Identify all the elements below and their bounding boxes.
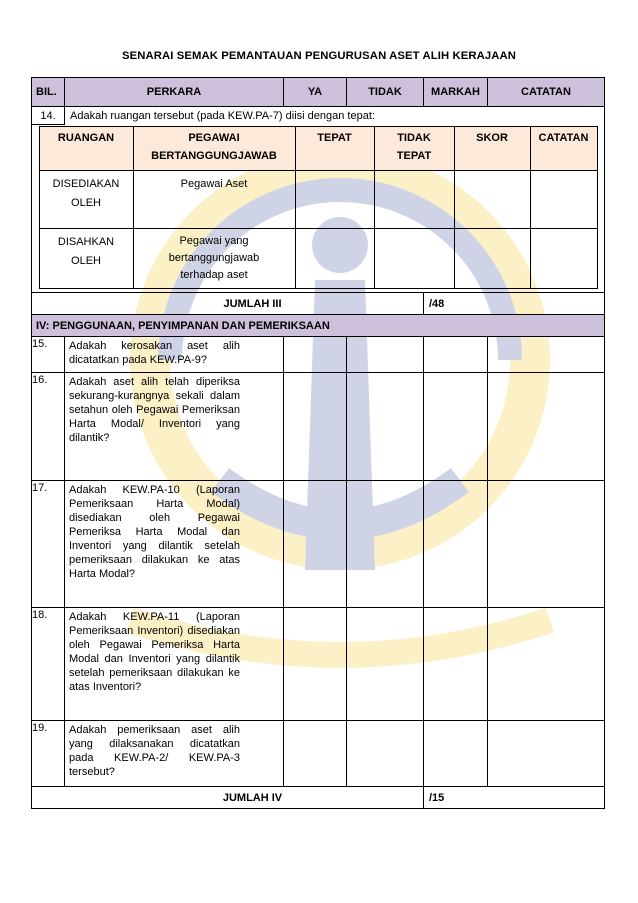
item-text: Adakah KEW.PA-11 (Laporan Pemeriksaan Inventori) disediakan oleh Pegawai Pemeriksa Harta Modal dan Inventori yang dilantik setelah pemeriksaan dilakukan ke atas Inventori? xyxy=(69,611,240,693)
tidak-cell[interactable] xyxy=(347,608,424,721)
catatan-cell[interactable] xyxy=(488,373,605,481)
section4-row xyxy=(32,315,605,337)
item-text: Adakah KEW.PA-10 (Laporan Pemeriksaan Harta Modal) disediakan oleh Pegawai Pemeriksa Harta Modal dan Inventori yang dilantik setelah pemeriksaan dilakukan ke atas Harta Modal? xyxy=(69,484,240,580)
inner-header-tidak-line1: TIDAK xyxy=(397,132,431,144)
jumlah3-label: JUMLAH III xyxy=(32,293,424,315)
markah-cell[interactable] xyxy=(424,481,488,608)
catatan-cell[interactable] xyxy=(488,721,605,787)
ya-cell[interactable] xyxy=(284,481,347,608)
tidak-cell[interactable] xyxy=(347,721,424,787)
tidak-cell[interactable] xyxy=(347,373,424,481)
pegawai-text-line1: Pegawai yang xyxy=(179,235,249,247)
inner-cell-catatan[interactable] xyxy=(530,171,597,229)
inner-cell-tidak-tepat[interactable] xyxy=(374,229,454,289)
pegawai-text-line1: Pegawai Aset xyxy=(180,178,248,190)
ya-cell[interactable] xyxy=(284,337,347,373)
inner-header-tidak-tepat xyxy=(374,127,454,171)
section4-heading: IV: PENGGUNAAN, PENYIMPANAN DAN PEMERIKSAAN xyxy=(32,315,605,337)
jumlah3-row xyxy=(32,293,605,315)
item-row-14 xyxy=(32,107,605,125)
ya-cell[interactable] xyxy=(284,608,347,721)
item-row-15 xyxy=(32,337,605,373)
item-text: Adakah aset alih telah diperiksa sekurang-kurangnya sekali dalam setahun oleh Pegawai Pemeriksan Harta Modal/ Inventori yang dilantik? xyxy=(69,376,240,444)
ruangan-text-line1: DISAHKAN xyxy=(57,236,115,248)
ruangan-text-line2: OLEH xyxy=(71,197,101,209)
header-bil: BIL. xyxy=(32,78,65,107)
inner-cell-skor[interactable] xyxy=(454,229,530,289)
inner-cell-tepat[interactable] xyxy=(295,171,374,229)
item-text-cell xyxy=(65,721,284,787)
inner-header-row xyxy=(39,127,597,171)
inner-evaluation-table xyxy=(39,126,598,289)
item-number: 15. xyxy=(32,337,65,373)
inner-cell-tidak-tepat[interactable] xyxy=(374,171,454,229)
item-text: Adakah kerosakan aset alih dicatatkan pada KEW.PA-9? xyxy=(69,340,240,366)
inner-cell-catatan[interactable] xyxy=(530,229,597,289)
catatan-cell[interactable] xyxy=(488,481,605,608)
inner-header-skor: SKOR xyxy=(454,127,530,171)
ruangan-text-line1: DISEDIAKAN xyxy=(52,178,120,190)
jumlah3-score: /48 xyxy=(424,293,605,315)
item-number: 14. xyxy=(32,107,65,125)
jumlah4-row xyxy=(32,787,605,809)
inner-header-catatan: CATATAN xyxy=(530,127,597,171)
inner-cell-skor[interactable] xyxy=(454,171,530,229)
header-perkara: PERKARA xyxy=(65,78,284,107)
markah-cell[interactable] xyxy=(424,373,488,481)
pegawai-text-line2: bertanggungjawab xyxy=(168,252,260,264)
jumlah4-score: /15 xyxy=(424,787,605,809)
item-text: Adakah ruangan tersebut (pada KEW.PA-7) diisi dengan tepat: xyxy=(65,107,605,125)
inner-table-row xyxy=(32,125,605,293)
markah-cell[interactable] xyxy=(424,608,488,721)
jumlah4-label: JUMLAH IV xyxy=(32,787,424,809)
tidak-cell[interactable] xyxy=(347,481,424,608)
inner-header-ruangan: RUANGAN xyxy=(39,127,133,171)
item-number: 18. xyxy=(32,608,65,721)
item-row-18 xyxy=(32,608,605,721)
inner-cell-tepat[interactable] xyxy=(295,229,374,289)
inner-cell-pegawai xyxy=(133,171,295,229)
item-row-19 xyxy=(32,721,605,787)
inner-cell-pegawai xyxy=(133,229,295,289)
item-number: 17. xyxy=(32,481,65,608)
item-row-16 xyxy=(32,373,605,481)
item-text-cell xyxy=(65,373,284,481)
inner-header-tidak-line2: TEPAT xyxy=(396,150,432,162)
item-row-17 xyxy=(32,481,605,608)
markah-cell[interactable] xyxy=(424,337,488,373)
header-row xyxy=(32,78,605,107)
checklist-table xyxy=(31,77,605,809)
catatan-cell[interactable] xyxy=(488,337,605,373)
item-text: Adakah pemeriksaan aset alih yang dilaksanakan dicatatkan pada KEW.PA-2/ KEW.PA-3 tersebut? xyxy=(69,724,240,778)
tidak-cell[interactable] xyxy=(347,337,424,373)
inner-row-disediakan xyxy=(39,171,597,229)
document-title: SENARAI SEMAK PEMANTAUAN PENGURUSAN ASET ALIH KERAJAAN xyxy=(121,50,517,62)
catatan-cell[interactable] xyxy=(488,608,605,721)
markah-cell[interactable] xyxy=(424,721,488,787)
inner-header-tepat: TEPAT xyxy=(295,127,374,171)
item-number: 19. xyxy=(32,721,65,787)
inner-cell-ruangan xyxy=(39,229,133,289)
item-text-cell xyxy=(65,337,284,373)
inner-header-pegawai-line1: PEGAWAI xyxy=(188,132,240,144)
inner-header-pegawai xyxy=(133,127,295,171)
ya-cell[interactable] xyxy=(284,373,347,481)
item-number: 16. xyxy=(32,373,65,481)
header-catatan: CATATAN xyxy=(488,78,605,107)
header-tidak: TIDAK xyxy=(347,78,424,107)
item-text-cell xyxy=(65,481,284,608)
inner-row-disahkan xyxy=(39,229,597,289)
inner-cell-ruangan xyxy=(39,171,133,229)
ruangan-text-line2: OLEH xyxy=(71,255,101,267)
header-markah: MARKAH xyxy=(424,78,488,107)
header-ya: YA xyxy=(284,78,347,107)
pegawai-text-line3: terhadap aset xyxy=(180,269,248,281)
item-text-cell xyxy=(65,608,284,721)
ya-cell[interactable] xyxy=(284,721,347,787)
inner-header-pegawai-line2: BERTANGGUNGJAWAB xyxy=(151,150,277,162)
